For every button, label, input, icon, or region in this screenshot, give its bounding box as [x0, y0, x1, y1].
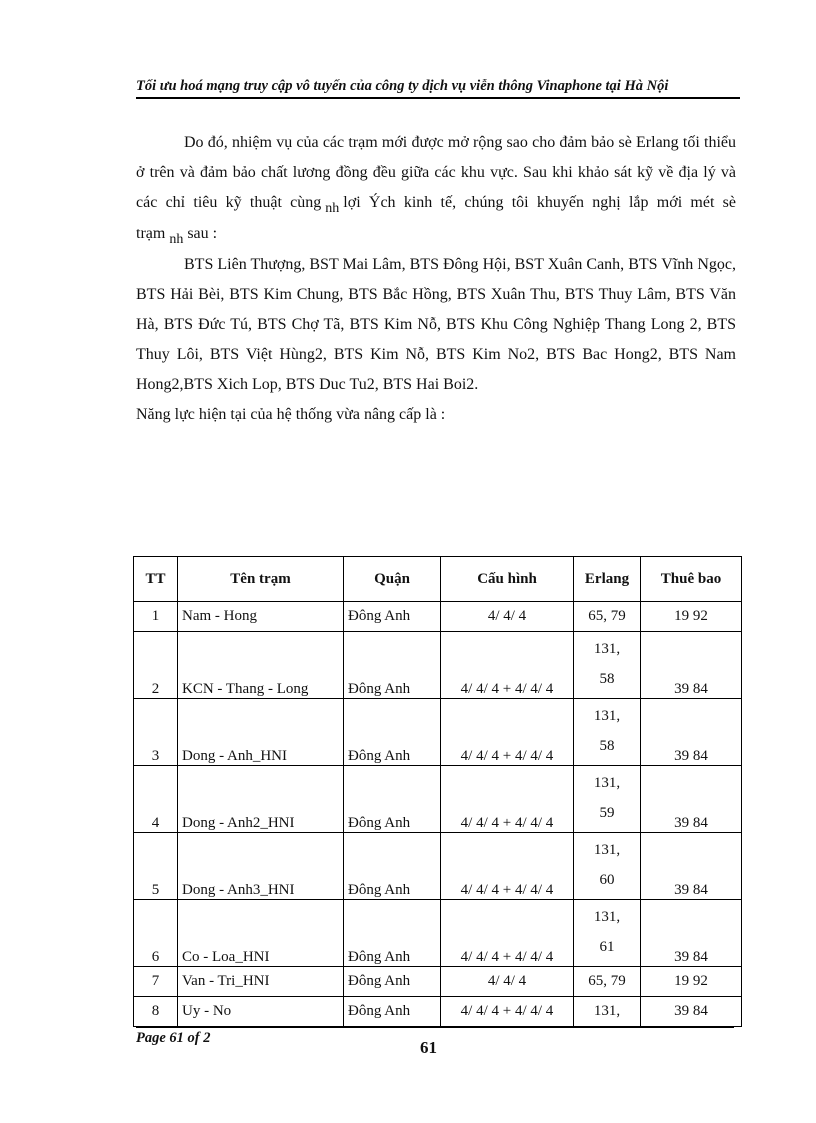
cell-district: Đông Anh [344, 699, 441, 766]
header-rule [136, 97, 740, 99]
footer-page-label: Page 61 of 2 [136, 1030, 211, 1046]
header-erlang: Erlang [574, 557, 641, 602]
header-station-name: Tên trạm [178, 557, 344, 602]
erlang-line-2: 59 [599, 805, 615, 821]
running-header: Tối ưu hoá mạng truy cập vô tuyến của công ty dịch vụ viễn thông Vinaphone tại Hà Nội [136, 78, 669, 94]
cell-config: 4/ 4/ 4 + 4/ 4/ 4 [441, 766, 574, 833]
cell-erlang: 65, 79 [574, 602, 641, 632]
erlang-line-1: 131, [593, 708, 621, 724]
table-row [134, 602, 742, 632]
cell-config: 4/ 4/ 4 [441, 602, 574, 632]
cell-config: 4/ 4/ 4 [441, 967, 574, 997]
erlang-line-2: 60 [599, 872, 615, 888]
erlang-line-2: 61 [599, 939, 615, 955]
cell-name: Van - Tri_HNI [178, 967, 344, 997]
paragraph-2: BTS Liên Thượng, BST Mai Lâm, BTS Đông Hội, BST Xuân Canh, BTS Vĩnh Ngọc, BTS Hải Bèi, BTS Kim Chung, BTS Bắc Hồng, BTS Xuân Thu, BTS Thuy Lâm, BTS Văn Hà, BTS Đức Tú, BTS Chợ Tã, BTS Kim Nỗ, BTS Khu Công Nghiệp Thang Long 2, BTS Thuy Lôi, BTS Việt Hùng2, BTS Kim Nỗ, BTS Kim No2, BTS Bac Hong2, BTS Nam Hong2,BTS Xich Lop, BTS Duc Tu2, BTS Hai Boi2. [136, 256, 736, 393]
table-row [134, 766, 742, 833]
footer-rule [136, 1026, 734, 1028]
header-tt: TT [134, 557, 178, 602]
cell-tt: 1 [134, 602, 178, 632]
cell-district: Đông Anh [344, 766, 441, 833]
table-row [134, 997, 742, 1027]
cell-tt: 5 [134, 833, 178, 900]
cell-name: Uy - No [178, 997, 344, 1027]
cell-district: Đông Anh [344, 602, 441, 632]
cell-config: 4/ 4/ 4 + 4/ 4/ 4 [441, 699, 574, 766]
cell-tt: 3 [134, 699, 178, 766]
cell-erlang: 131, [574, 997, 641, 1027]
header-subscribers: Thuê bao [641, 557, 742, 602]
table-row [134, 699, 742, 766]
cell-subscribers: 39 84 [641, 997, 742, 1027]
paragraph-1-part-c: sau : [187, 225, 218, 242]
cell-erlang [574, 833, 641, 900]
cell-name: Dong - Anh2_HNI [178, 766, 344, 833]
subscript-nh-1: nh [325, 201, 340, 216]
cell-config: 4/ 4/ 4 + 4/ 4/ 4 [441, 833, 574, 900]
cell-tt: 8 [134, 997, 178, 1027]
paragraph-3: Năng lực hiện tại của hệ thống vừa nâng cấp là : [136, 406, 446, 423]
cell-tt: 2 [134, 632, 178, 699]
cell-subscribers: 19 92 [641, 602, 742, 632]
body-text [136, 128, 736, 430]
cell-district: Đông Anh [344, 833, 441, 900]
cell-name: Dong - Anh_HNI [178, 699, 344, 766]
subscript-nh-2: nh [169, 232, 184, 247]
cell-subscribers: 39 84 [641, 632, 742, 699]
header-config: Cấu hình [441, 557, 574, 602]
cell-name: Dong - Anh3_HNI [178, 833, 344, 900]
header-district: Quận [344, 557, 441, 602]
cell-erlang [574, 766, 641, 833]
table-row [134, 900, 742, 967]
cell-district: Đông Anh [344, 632, 441, 699]
cell-subscribers: 39 84 [641, 833, 742, 900]
erlang-line-1: 131, [593, 641, 621, 657]
cell-district: Đông Anh [344, 997, 441, 1027]
cell-subscribers: 39 84 [641, 699, 742, 766]
erlang-line-1: 131, [593, 909, 621, 925]
cell-erlang [574, 699, 641, 766]
cell-erlang [574, 900, 641, 967]
cell-name: Co - Loa_HNI [178, 900, 344, 967]
erlang-line-1: 131, [593, 842, 621, 858]
paragraph-1-part-b: lợi Ých kinh tế, chúng tôi khuyến nghị lắp mới mét sè trạm [136, 194, 736, 242]
cell-config: 4/ 4/ 4 + 4/ 4/ 4 [441, 632, 574, 699]
cell-config: 4/ 4/ 4 + 4/ 4/ 4 [441, 997, 574, 1027]
cell-name: Nam - Hong [178, 602, 344, 632]
cell-tt: 6 [134, 900, 178, 967]
erlang-line-2: 58 [599, 738, 615, 754]
cell-tt: 7 [134, 967, 178, 997]
cell-erlang [574, 632, 641, 699]
paragraph-1 [136, 128, 736, 250]
cell-district: Đông Anh [344, 900, 441, 967]
cell-erlang: 65, 79 [574, 967, 641, 997]
table-header-row [134, 557, 742, 602]
footer-page-number: 61 [420, 1038, 437, 1057]
cell-config: 4/ 4/ 4 + 4/ 4/ 4 [441, 900, 574, 967]
table-row [134, 632, 742, 699]
cell-subscribers: 39 84 [641, 900, 742, 967]
table-row [134, 833, 742, 900]
cell-subscribers: 19 92 [641, 967, 742, 997]
cell-tt: 4 [134, 766, 178, 833]
station-table [133, 556, 742, 1027]
erlang-line-1: 131, [593, 775, 621, 791]
paragraph-1-part-a: Do đó, nhiệm vụ của các trạm mới được mở rộng sao cho đảm bảo sè Erlang tối thiểu ở trên và đảm bảo chất lương đồng đều giữa các khu vực. Sau khi khảo sát kỹ về địa lý và các chỉ tiêu kỹ thuật cùng [136, 134, 736, 211]
cell-subscribers: 39 84 [641, 766, 742, 833]
table-row [134, 967, 742, 997]
erlang-line-2: 58 [599, 671, 615, 687]
cell-name: KCN - Thang - Long [178, 632, 344, 699]
cell-district: Đông Anh [344, 967, 441, 997]
